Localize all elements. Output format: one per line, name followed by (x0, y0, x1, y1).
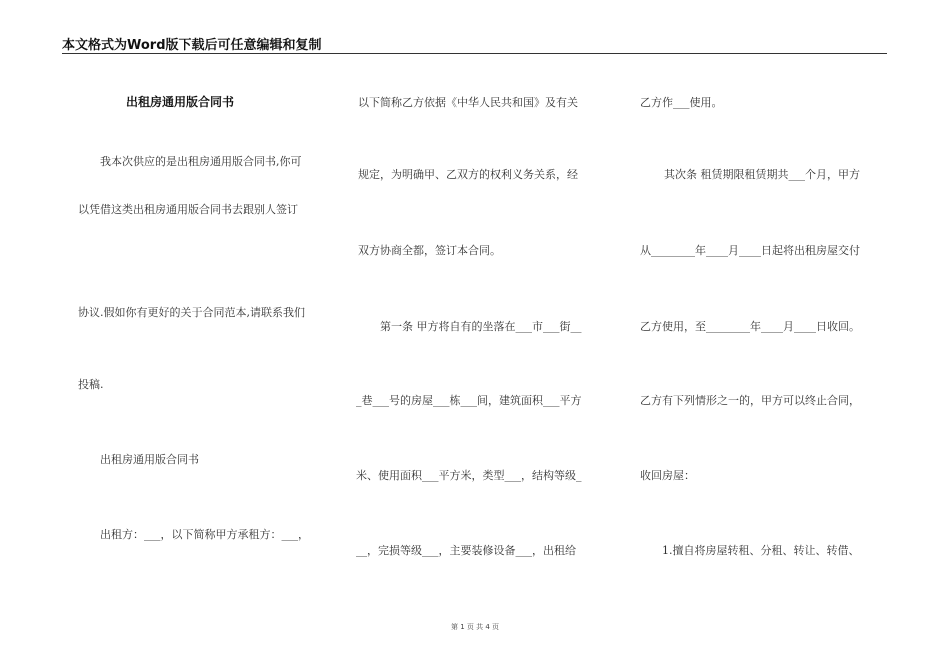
paragraph-line: 协议.假如你有更好的关于合同范本,请联系我们 (78, 306, 305, 319)
paragraph-line: 米、使用面积___平方米，类型___，结构等级_ (356, 469, 582, 482)
paragraph-line: 出租方：___，以下简称甲方承租方：___， (100, 528, 309, 541)
header-rule (62, 53, 887, 54)
paragraph-line: 乙方有下列情形之一的，甲方可以终止合同， (640, 394, 860, 407)
paragraph-line: __，完损等级___，主要装修设备___，出租给 (356, 544, 576, 557)
paragraph-line: 规定，为明确甲、乙双方的权利义务关系，经 (358, 168, 578, 181)
paragraph-line: _巷___号的房屋___栋___间，建筑面积___平方 (356, 394, 582, 407)
paragraph-line: 以下简称乙方依据《中华人民共和国》及有关 (358, 96, 578, 109)
document-title: 出租房通用版合同书 (126, 95, 235, 109)
section-heading: 出租房通用版合同书 (100, 453, 199, 466)
document-header: 本文格式为Word版下载后可任意编辑和复制 (62, 38, 322, 53)
page-number: 第 1 页 共 4 页 (450, 623, 500, 631)
paragraph-line: 1.擅自将房屋转租、分租、转让、转借、 (662, 544, 860, 557)
paragraph-line: 我本次供应的是出租房通用版合同书,你可 (100, 155, 302, 168)
paragraph-line: 从________年____月____日起将出租房屋交付 (640, 244, 860, 257)
paragraph-line: 以凭借这类出租房通用版合同书去跟别人签订 (78, 203, 298, 216)
paragraph-line: 其次条 租赁期限租赁期共___个月，甲方 (664, 168, 860, 181)
paragraph-line: 收回房屋： (640, 469, 695, 482)
paragraph-line: 乙方使用，至________年____月____日收回。 (640, 320, 860, 333)
paragraph-line: 乙方作___使用。 (640, 96, 723, 109)
paragraph-line: 投稿. (78, 378, 104, 391)
paragraph-line: 双方协商全都，签订本合同。 (358, 244, 501, 257)
paragraph-line: 第一条 甲方将自有的坐落在___市___街__ (380, 320, 582, 333)
